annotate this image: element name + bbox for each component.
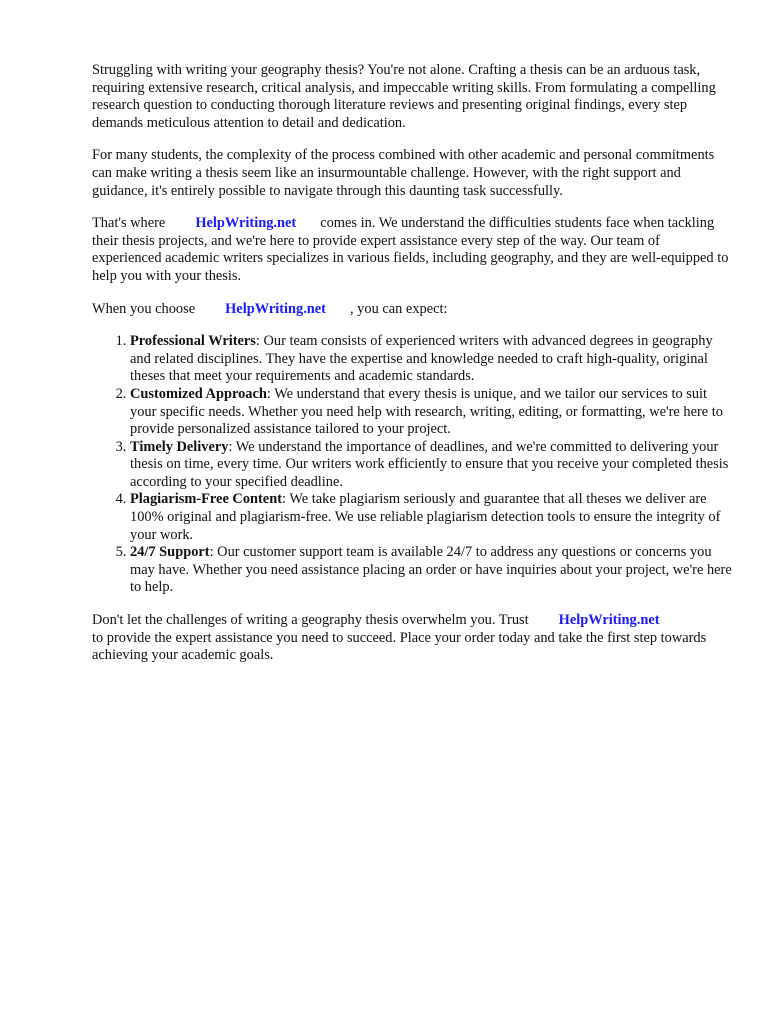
list-item-title: Professional Writers (130, 333, 256, 350)
helpwriting-link[interactable]: HelpWriting.net (558, 612, 660, 629)
document-page (92, 62, 732, 680)
expectations-lead: When you choose (92, 300, 196, 317)
helpwriting-link[interactable]: HelpWriting.net (225, 300, 326, 317)
list-item-title: Timely Delivery (130, 438, 229, 455)
list-item (130, 386, 732, 439)
closing-paragraph-lead: Don't let the challenges of writing a geography thesis overwhelm you. Trust (92, 612, 529, 629)
list-item (130, 439, 732, 492)
benefits-list (92, 333, 732, 597)
expectations-intro (92, 301, 732, 319)
list-item-text: : Our customer support team is available 24/7 to address any questions or concerns you may have. Whether you need assistance placing an order or have inquiries about your project, we're here to help. (130, 544, 732, 596)
list-item-text: : We understand that every thesis is unique, and we tailor our services to suit your specific needs. Whether you need help with research, writing, editing, or formatting, we're here to provide personalized assistance tailored to your project. (130, 385, 723, 438)
service-paragraph (92, 215, 732, 285)
list-item-title: Customized Approach (130, 385, 267, 402)
list-item (130, 544, 732, 597)
closing-paragraph-body: to provide the expert assistance you need to succeed. Place your order today and take the first step towards achieving your academic goals. (92, 629, 707, 664)
closing-paragraph (92, 612, 732, 665)
expectations-tail: , you can expect: (349, 300, 448, 317)
list-item (130, 491, 732, 544)
list-item-text: : We understand the importance of deadlines, and we're committed to delivering your thesis on time, every time. Our writers work efficiently to ensure that you receive your completed thesis according to your specified deadline. (130, 438, 729, 490)
list-item-title: Plagiarism-Free Content (130, 491, 282, 508)
service-paragraph-lead: That's where (92, 215, 166, 232)
helpwriting-link[interactable]: HelpWriting.net (195, 215, 297, 232)
list-item (130, 333, 732, 386)
challenge-paragraph: For many students, the complexity of the process combined with other academic and personal commitments can make writing a thesis seem like an insurmountable challenge. However, with the right support and guidance, it's entirely possible to navigate through this daunting task successfully. (92, 147, 715, 199)
list-item-text: : We take plagiarism seriously and guarantee that all theses we deliver are 100% original and plagiarism-free. We use reliable plagiarism detection tools to ensure the integrity of your work. (130, 491, 721, 543)
list-item-title: 24/7 Support (130, 544, 210, 561)
service-paragraph-body: comes in. We understand the difficulties students face when tackling their thesis projects, and we're here to provide expert assistance every step of the way. Our team of experienced academic writers specializes in various fields, including geography, and they are well-equipped to help you with your thesis. (92, 215, 729, 284)
list-item-text: : Our team consists of experienced writers with advanced degrees in geography and related disciplines. They have the expertise and knowledge needed to craft high-quality, original theses that meet your requirements and academic standards. (130, 333, 713, 385)
intro-paragraph: Struggling with writing your geography thesis? You're not alone. Crafting a thesis can be an arduous task, requiring extensive research, critical analysis, and impeccable writing skills. From formulating a compelling research question to conducting thorough literature reviews and presenting original findings, every step demands meticulous attention to detail and dedication. (92, 62, 716, 131)
